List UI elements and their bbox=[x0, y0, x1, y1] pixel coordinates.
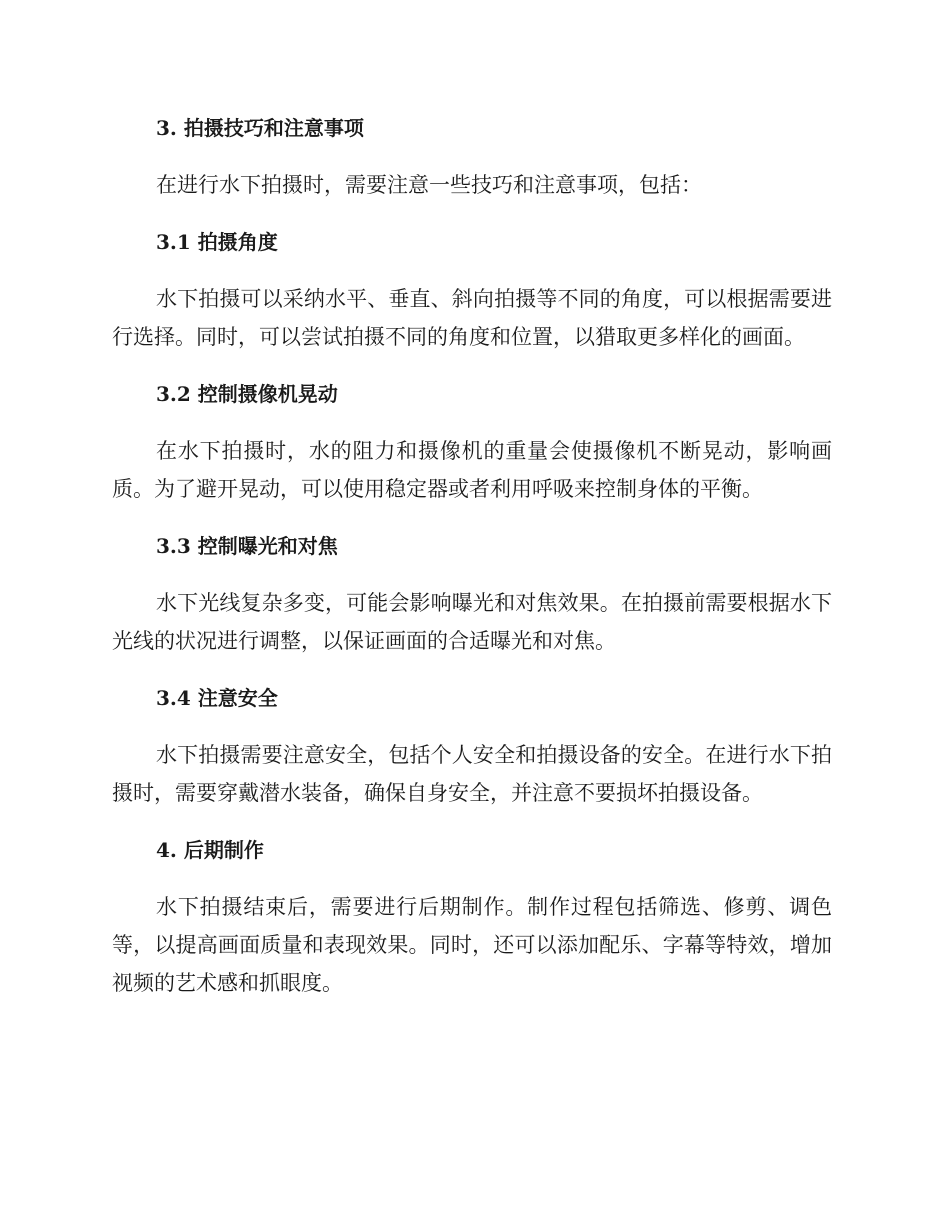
section-paragraph: 水下光线复杂多变，可能会影响曝光和对焦效果。在拍摄前需要根据水下光线的状况进行调整，以保证画面的合适曝光和对焦。 bbox=[112, 591, 832, 653]
section-heading: 3.2 控制摄像机晃动 bbox=[156, 382, 338, 406]
section-heading: 4. 后期制作 bbox=[156, 838, 264, 862]
document-page bbox=[112, 112, 832, 1002]
section-heading: 3. 拍摄技巧和注意事项 bbox=[156, 116, 364, 140]
section-heading: 3.3 控制曝光和对焦 bbox=[156, 534, 338, 558]
section-paragraph: 水下拍摄结束后，需要进行后期制作。制作过程包括筛选、修剪、调色等，以提高画面质量和表现效果。同时，还可以添加配乐、字幕等特效，增加视频的艺术感和抓眼度。 bbox=[112, 895, 832, 995]
section-paragraph: 在进行水下拍摄时，需要注意一些技巧和注意事项，包括： bbox=[156, 173, 702, 197]
section-heading: 3.4 注意安全 bbox=[156, 686, 278, 710]
section-paragraph: 水下拍摄需要注意安全，包括个人安全和拍摄设备的安全。在进行水下拍摄时，需要穿戴潜水装备，确保自身安全，并注意不要损坏拍摄设备。 bbox=[112, 743, 832, 805]
section-paragraph: 水下拍摄可以采纳水平、垂直、斜向拍摄等不同的角度，可以根据需要进行选择。同时，可以尝试拍摄不同的角度和位置，以猎取更多样化的画面。 bbox=[112, 287, 832, 349]
section-heading: 3.1 拍摄角度 bbox=[156, 230, 278, 254]
section-paragraph: 在水下拍摄时，水的阻力和摄像机的重量会使摄像机不断晃动，影响画质。为了避开晃动，可以使用稳定器或者利用呼吸来控制身体的平衡。 bbox=[112, 439, 832, 501]
